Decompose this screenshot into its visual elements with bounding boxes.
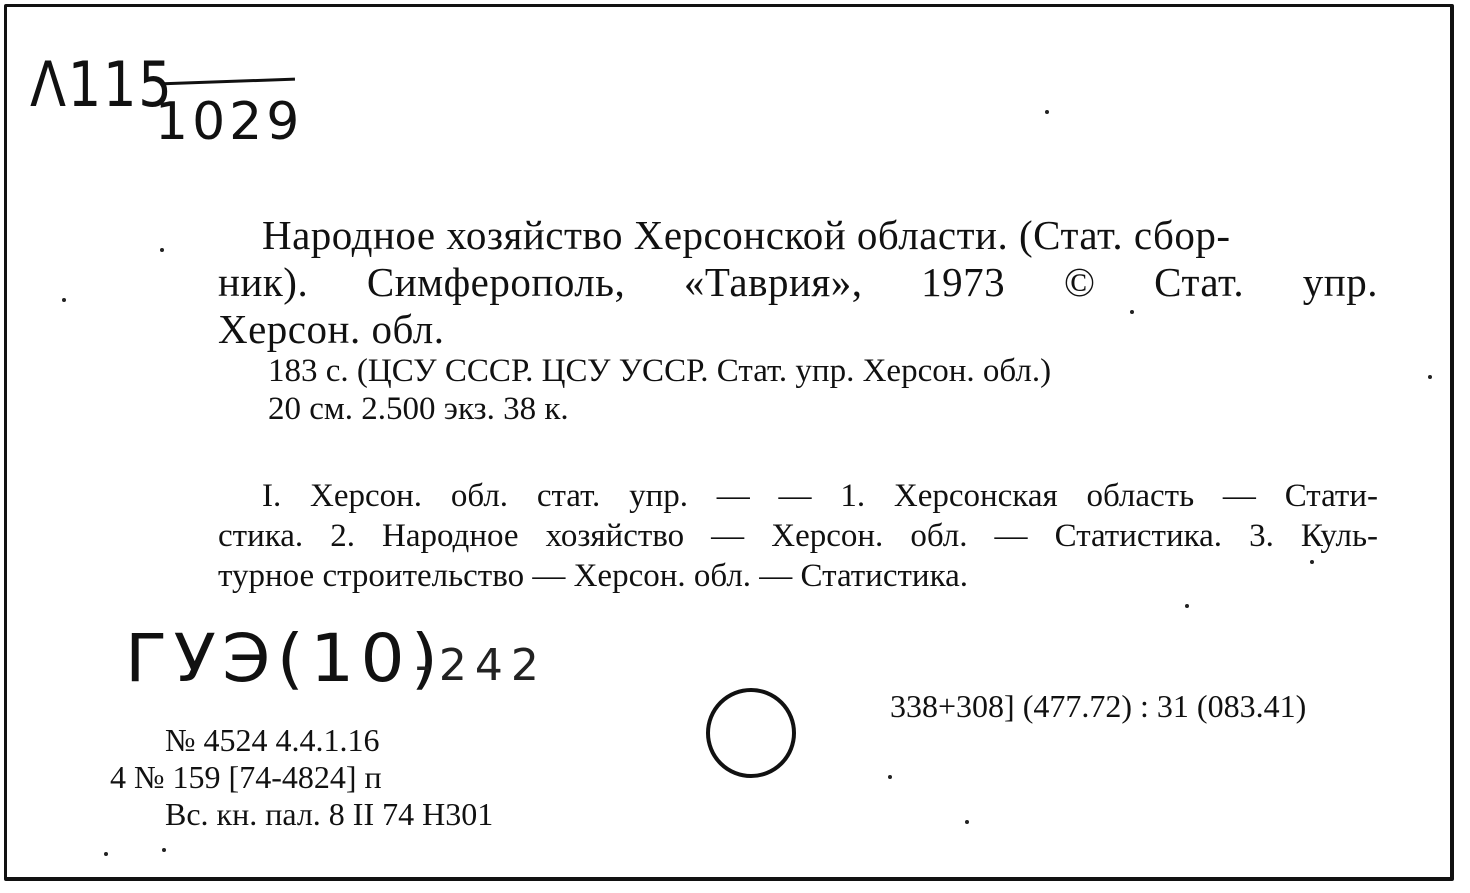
entry-author-line: Херсон. обл. — [218, 306, 445, 352]
imprint-block — [110, 722, 493, 833]
speck — [1045, 110, 1049, 114]
shelf-mark: Λ115 — [30, 48, 174, 121]
collation-pages: 183 с. (ЦСУ СССР. ЦСУ УССР. Стат. упр. Херсон. обл.) — [268, 353, 1052, 389]
udc-index: 338+308] (477.72) : 31 (083.41) — [890, 688, 1307, 724]
tracing-line: турное строительство — Херсон. обл. — Статистика. — [218, 558, 968, 594]
collation-size-price: 20 см. 2.500 экз. 38 к. — [268, 391, 569, 427]
circle-mark — [706, 688, 796, 778]
shelf-mark-number: 1029 — [155, 92, 304, 152]
speck — [1428, 375, 1432, 379]
subject-tracings — [218, 476, 1378, 596]
entry-title-line: Народное хозяйство Херсонской области. (Стат. сбор- — [262, 212, 1231, 258]
speck — [1185, 604, 1189, 608]
collation — [268, 352, 1051, 428]
imprint-order: 4 № 159 [74-4824] п — [110, 759, 382, 795]
speck — [1130, 310, 1134, 314]
speck — [965, 820, 969, 824]
tracing-line: I. Херсон. обл. стат. упр. — — 1. Херсонская область — Стати- — [262, 478, 1378, 514]
speck — [160, 248, 164, 252]
entry-publication-line: ник). Симферополь, «Таврия», 1973 © Стат. упр. — [218, 259, 1378, 305]
speck — [162, 848, 166, 852]
speck — [1310, 560, 1314, 564]
classification-code: ГУЭ(10) — [125, 620, 445, 697]
imprint-number: № 4524 4.4.1.16 — [165, 722, 380, 758]
tracing-line: стика. 2. Народное хозяйство — Херсон. обл. — Статистика. 3. Куль- — [218, 518, 1378, 554]
imprint-chamber: Вс. кн. пал. 8 II 74 Н301 — [165, 796, 494, 832]
speck — [888, 775, 892, 779]
speck — [104, 852, 108, 856]
classification-code-suffix: -242 — [415, 640, 547, 691]
speck — [62, 298, 66, 302]
bibliographic-entry — [218, 212, 1378, 353]
